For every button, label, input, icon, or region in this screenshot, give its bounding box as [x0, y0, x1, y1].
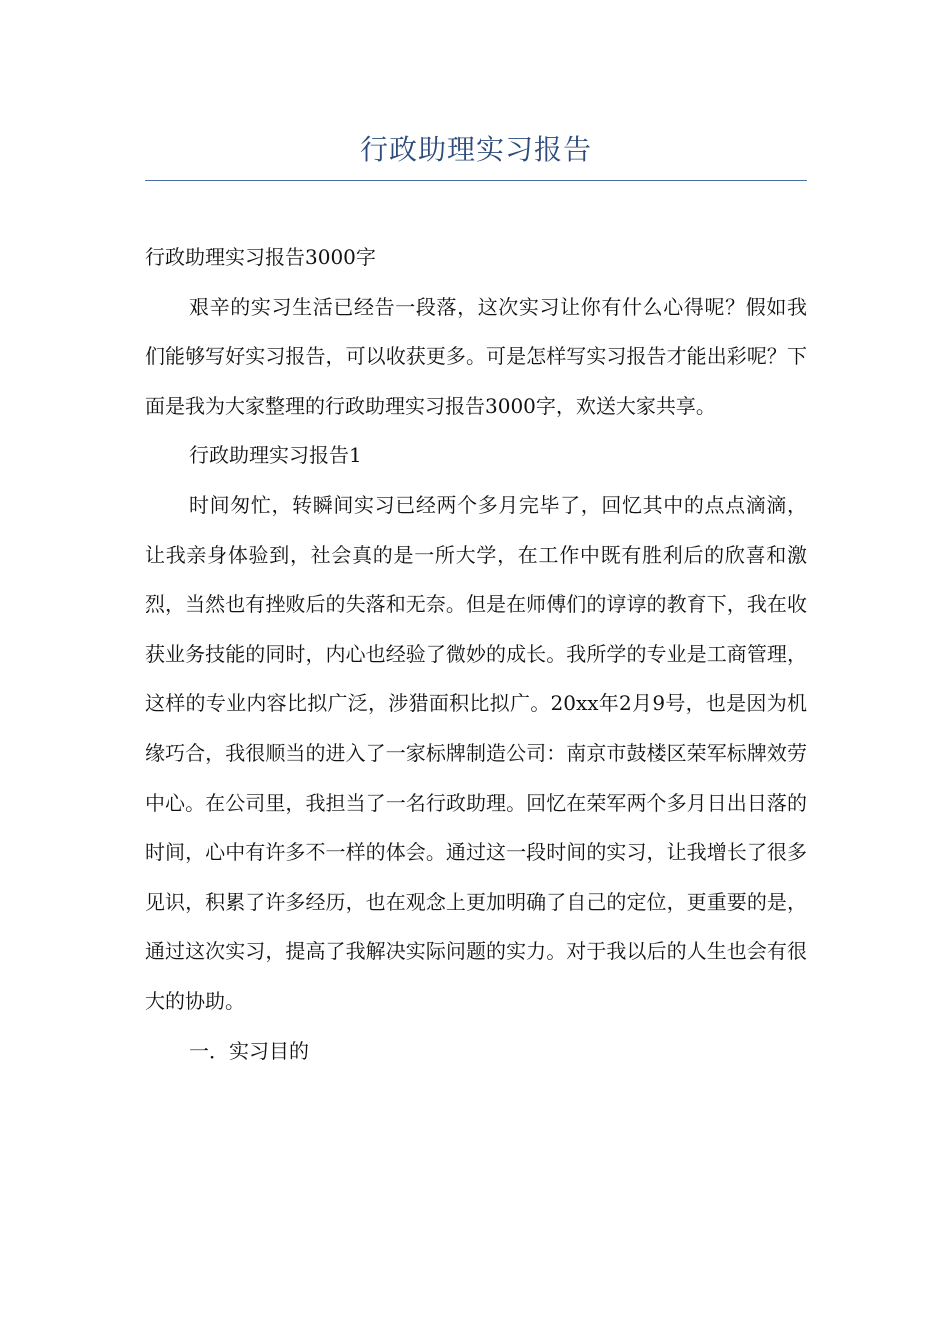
- body-paragraph: 时间匆忙，转瞬间实习已经两个多月完毕了，回忆其中的点点滴滴，让我亲身体验到，社会真的是一所大学，在工作中既有胜利后的欣喜和激烈，当然也有挫败后的失落和无奈。但是在师傅们的谆谆的教育下，我在收获业务技能的同时，内心也经验了微妙的成长。我所学的专业是工商管理，这样的专业内容比拟广泛，涉猎面积比拟广。20xx年2月9号，也是因为机缘巧合，我很顺当的进入了一家标牌制造公司：南京市鼓楼区荣军标牌效劳中心。在公司里，我担当了一名行政助理。回忆在荣军两个多月日出日落的时间，心中有许多不一样的体会。通过这一段时间的实习，让我增长了很多见识，积累了许多经历，也在观念上更加明确了自己的定位，更重要的是，通过这次实习，提高了我解决实际问题的实力。对于我以后的人生也会有很大的协助。: [145, 492, 807, 1013]
- title-underline: [145, 180, 807, 181]
- section-heading-purpose: 一．实习目的: [189, 1038, 309, 1063]
- subtitle-paragraph: 行政助理实习报告3000字: [145, 245, 376, 269]
- document-title: 行政助理实习报告: [359, 133, 592, 166]
- section-heading-report-1: 行政助理实习报告1: [189, 443, 362, 468]
- document-body: [145, 233, 807, 1076]
- intro-paragraph: 艰辛的实习生活已经告一段落，这次实习让你有什么心得呢？假如我们能够写好实习报告，可以收获更多。可是怎样写实习报告才能出彩呢？下面是我为大家整理的行政助理实习报告3000字，欢送大家共享。: [145, 294, 807, 418]
